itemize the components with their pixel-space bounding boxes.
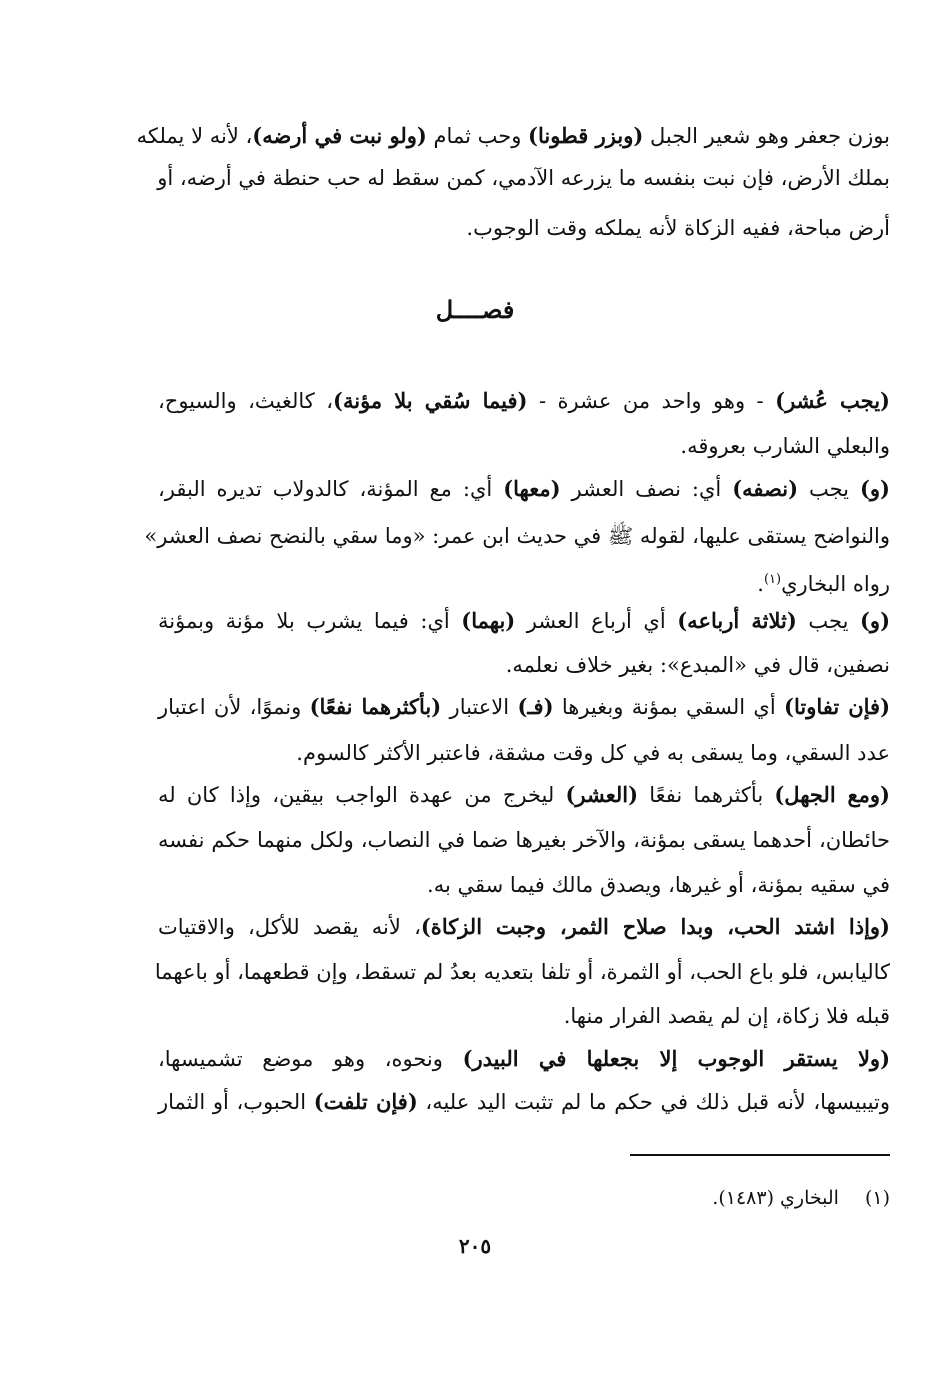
commentary-text: أي أرباع العشر <box>515 609 678 633</box>
commentary-text: يجب <box>796 609 860 633</box>
commentary-text: والبعلي الشارب بعروقه. <box>680 434 890 458</box>
text-line <box>158 690 890 724</box>
commentary-text: ، كالغيث، والسيوح، <box>158 389 334 413</box>
text-line <box>158 563 890 597</box>
commentary-text: والنواضح يستقى عليها، لقوله ﷺ في حديث ابن عمر: «وما سقي بالنضح نصف العشر» <box>144 524 890 548</box>
text-line <box>158 472 890 506</box>
commentary-text: أي السقي بمؤنة وبغيرها <box>553 695 785 719</box>
text-line <box>154 955 890 989</box>
text-line <box>158 868 890 902</box>
footnote-reference: (١) <box>763 572 782 587</box>
commentary-text: ليخرج من عهدة الواجب بيقين، وإذا كان له <box>158 783 566 807</box>
footnote-number: (١) <box>864 1187 890 1209</box>
matn-phrase: (نصفه) <box>732 476 799 501</box>
commentary-text: نصفين، قال في «المبدع»: بغير خلاف نعلمه. <box>505 653 890 677</box>
matn-phrase: (بهما) <box>461 608 516 633</box>
text-line <box>158 384 890 418</box>
text-line <box>158 1085 890 1119</box>
commentary-text: أرض مباحة، ففيه الزكاة لأنه يملكه وقت الوجوب. <box>466 216 890 240</box>
commentary-text: - وهو واحد من عشرة - <box>527 389 776 413</box>
footnote <box>158 1183 890 1213</box>
commentary-text: ونحوه، وهو موضع تشميسها، <box>158 1047 463 1071</box>
commentary-text: في سقيه بمؤنة، أو غيرها، ويصدق مالك فيما سقي به. <box>427 873 890 897</box>
footnote-separator <box>630 1154 890 1156</box>
commentary-text: وحب ثمام <box>426 124 529 148</box>
matn-phrase: (فإن تلفت) <box>313 1089 418 1114</box>
footnote-text: البخاري (١٤٨٣). <box>712 1187 839 1209</box>
matn-phrase: (يجب عُشر) <box>775 388 890 413</box>
matn-phrase: (فيما سُقي بلا مؤنة) <box>333 388 528 413</box>
commentary-text: بملك الأرض، فإن نبت بنفسه ما يزرعه الآدمي، كمن سقط له حب حنطة في أرضه، أو <box>157 166 890 190</box>
section-heading: فصــــل <box>435 295 515 324</box>
commentary-text: حائطان، أحدهما يسقى بمؤنة، والآخر بغيرها ضما في النصاب، ولكل منهما حكم نفسه <box>158 828 890 852</box>
matn-phrase: (بأكثرهما نفعًا) <box>309 694 442 719</box>
text-line <box>158 736 890 770</box>
matn-phrase: (ثلاثة أرباعه) <box>677 608 797 633</box>
commentary-text: بوزن جعفر وهو شعير الجبل <box>643 124 890 148</box>
commentary-text: وتيبيسها، لأنه قبل ذلك في حكم ما لم تثبت اليد عليه، <box>417 1090 890 1114</box>
matn-phrase: (العشر) <box>565 782 639 807</box>
text-line <box>158 1042 890 1076</box>
commentary-text: الحبوب، أو الثمار <box>158 1090 314 1114</box>
commentary-text: رواه البخاري <box>781 572 890 596</box>
text-line <box>158 999 890 1033</box>
matn-phrase: (وإذا اشتد الحب، وبدا صلاح الثمر، وجبت الزكاة) <box>420 914 890 939</box>
commentary-text: ، لأنه لا يملكه <box>136 124 253 148</box>
matn-phrase: (فـ) <box>517 694 554 719</box>
text-line <box>144 519 890 553</box>
text-line <box>158 429 890 463</box>
matn-phrase: (ولا يستقر الوجوب إلا بجعلها في البيدر) <box>462 1046 891 1071</box>
commentary-text: يجب <box>798 477 860 501</box>
matn-phrase: (و) <box>859 476 890 501</box>
text-line <box>158 648 890 682</box>
text-line <box>158 211 890 245</box>
matn-phrase: (و) <box>860 608 891 633</box>
commentary-text: ، لأنه يقصد للأكل، والاقتيات <box>158 915 421 939</box>
matn-phrase: (وبزر قطونا) <box>528 123 644 148</box>
matn-phrase: (فإن تفاوتا) <box>784 694 891 719</box>
commentary-text: ونموًا، لأن اعتبار <box>158 695 310 719</box>
commentary-text: بأكثرهما نفعًا <box>638 783 775 807</box>
commentary-text: قبله فلا زكاة، إن لم يقصد الفرار منها. <box>563 1004 890 1028</box>
matn-phrase: (معها) <box>503 476 561 501</box>
commentary-text: الاعتبار <box>441 695 518 719</box>
commentary-text: كاليابس، فلو باع الحب، أو الثمرة، أو تلفا بتعديه بعدُ لم تسقط، وإن قطعهما، أو باعهما <box>154 960 890 984</box>
commentary-text: . <box>757 572 764 596</box>
commentary-text: أي: فيما يشرب بلا مؤنة وبمؤنة <box>158 609 462 633</box>
text-line <box>158 778 890 812</box>
matn-phrase: (ولو نبت في أرضه) <box>252 123 427 148</box>
commentary-text: عدد السقي، وما يسقى به في كل وقت مشقة، فاعتبر الأكثر كالسوم. <box>296 741 890 765</box>
text-line <box>158 604 890 638</box>
matn-phrase: (ومع الجهل) <box>774 782 890 807</box>
text-line <box>158 823 890 857</box>
commentary-text: أي: نصف العشر <box>560 477 733 501</box>
text-line <box>158 161 890 195</box>
commentary-text: أي: مع المؤنة، كالدولاب تديره البقر، <box>158 477 504 501</box>
text-line <box>158 910 890 944</box>
page-number: ٢٠٥ <box>458 1234 492 1258</box>
text-line <box>136 119 890 153</box>
